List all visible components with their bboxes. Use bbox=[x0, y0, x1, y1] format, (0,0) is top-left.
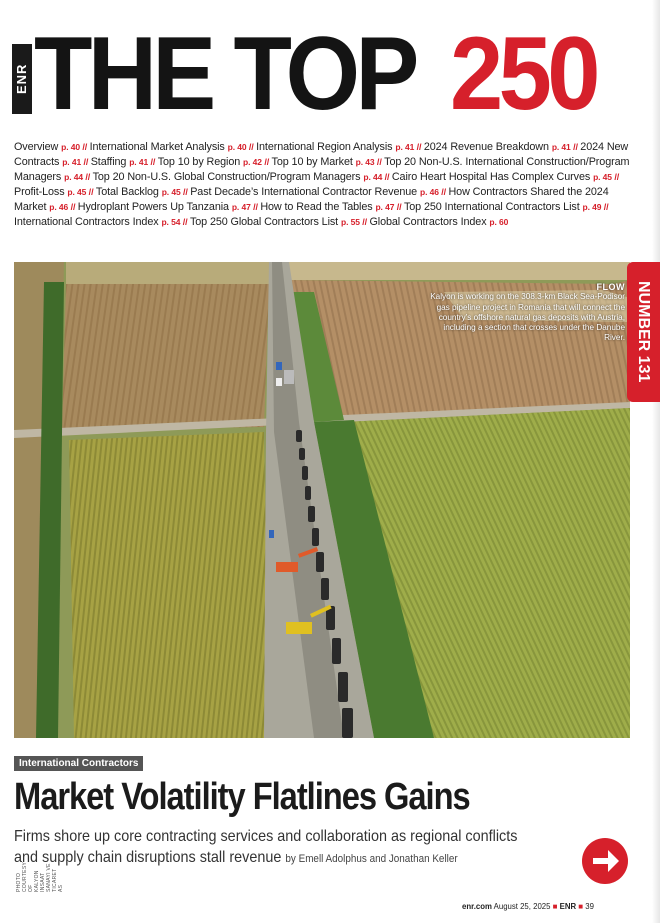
toc-item-page: p. 43 bbox=[355, 156, 375, 167]
page-footer bbox=[462, 902, 594, 911]
toc-separator: // bbox=[261, 156, 272, 167]
toc-item-label: Overview bbox=[14, 141, 62, 153]
toc-item-page: p. 42 bbox=[243, 156, 262, 167]
toc-separator: // bbox=[374, 156, 385, 167]
toc-item-label: International Market Analysis bbox=[89, 141, 228, 153]
toc-separator: // bbox=[438, 186, 449, 197]
toc-separator: // bbox=[601, 201, 609, 212]
footer-page-number: 39 bbox=[585, 902, 594, 911]
toc-separator: // bbox=[79, 142, 90, 152]
table-of-contents bbox=[14, 140, 634, 229]
issue-number-tab bbox=[627, 262, 660, 402]
toc-item-page: p. 47 bbox=[375, 201, 395, 212]
toc-item-label: 2024 Revenue Breakdown bbox=[423, 141, 552, 153]
toc-separator: // bbox=[359, 216, 370, 227]
toc-separator: // bbox=[148, 156, 158, 167]
continue-arrow-button[interactable] bbox=[582, 838, 628, 884]
toc-separator: // bbox=[611, 171, 620, 182]
dek-text: Firms shore up core contracting services and collaboration as regional conflicts and supply chain disruptions stall revenue bbox=[14, 828, 518, 866]
toc-separator: // bbox=[180, 216, 190, 227]
footer-brand: ENR bbox=[559, 902, 577, 911]
toc-separator: // bbox=[250, 201, 261, 212]
toc-item-label: Global Contractors Index bbox=[369, 215, 490, 228]
toc-item-label: International Region Analysis bbox=[256, 141, 396, 153]
issue-number-label: NUMBER 131 bbox=[635, 281, 652, 383]
footer-dot-1: ■ bbox=[552, 902, 558, 911]
toc-item-page: p. 60 bbox=[489, 216, 509, 227]
toc-item-page: p. 55 bbox=[340, 216, 360, 227]
toc-separator: // bbox=[246, 142, 257, 152]
toc-item-label: Profit-Loss bbox=[14, 185, 68, 198]
toc-item-label: Top 20 Non-U.S. Global Construction/Program Managers bbox=[92, 170, 364, 183]
toc-separator: // bbox=[570, 142, 581, 152]
masthead-title-red: 250 bbox=[450, 16, 596, 132]
toc-item-page: p. 40 bbox=[61, 142, 80, 152]
toc-item-label: International Contractors Index bbox=[14, 215, 162, 228]
toc-item-label: How Contractors Shared the 2024 Market bbox=[14, 185, 609, 213]
toc-separator: // bbox=[382, 171, 392, 182]
toc-item-label: Cairo Heart Hospital Has Complex Curves bbox=[391, 170, 594, 183]
toc-separator: // bbox=[68, 201, 78, 212]
page-edge-shadow bbox=[652, 0, 660, 923]
arrow-right-icon bbox=[582, 838, 628, 884]
section-label: International Contractors bbox=[14, 756, 143, 771]
toc-item-label: Top 250 Global Contractors List bbox=[189, 215, 341, 228]
toc-item-label: How to Read the Tables bbox=[260, 200, 376, 213]
toc-separator: // bbox=[414, 142, 424, 152]
toc-item-page: p. 47 bbox=[231, 201, 251, 212]
toc-item-label: Top 20 Non-U.S. International Construction/Program Managers bbox=[14, 155, 630, 183]
toc-separator: // bbox=[81, 156, 91, 167]
toc-item-page: p. 46 bbox=[419, 186, 439, 197]
toc-item-page: p. 46 bbox=[49, 201, 69, 212]
footer-date: August 25, 2025 bbox=[493, 902, 551, 911]
toc-item-page: p. 40 bbox=[227, 142, 247, 152]
footer-site: enr.com bbox=[462, 902, 492, 911]
toc-item-label: 2024 New Contracts bbox=[14, 141, 629, 168]
photo-caption-body: Kalyon is working on the 308.3-km Black Sea-Podisor gas pipeline project in Romania that will connect the country’s offshore natural gas deposits with Austria, including a section that crosses under the Danube River. bbox=[430, 292, 625, 343]
toc-separator: // bbox=[86, 186, 96, 197]
toc-separator: // bbox=[394, 201, 404, 212]
toc-item-page: p. 54 bbox=[161, 216, 181, 227]
toc-item-page: p. 41 bbox=[551, 142, 571, 152]
toc-item-page: p. 45 bbox=[161, 186, 181, 197]
toc-item-page: p. 44 bbox=[64, 171, 83, 182]
photo-caption-title: FLOW bbox=[596, 282, 625, 292]
toc-separator: // bbox=[83, 171, 93, 182]
toc-item-label: Hydroplant Powers Up Tanzania bbox=[77, 200, 232, 213]
toc-item-page: p. 41 bbox=[129, 156, 149, 167]
article-headline: Market Volatility Flatlines Gains bbox=[14, 776, 470, 818]
toc-item-label: Top 10 by Market bbox=[271, 155, 356, 168]
toc-item-page: p. 45 bbox=[593, 171, 612, 182]
toc-item-page: p. 44 bbox=[363, 171, 383, 182]
toc-separator: // bbox=[180, 186, 191, 197]
footer-dot-2: ■ bbox=[578, 902, 584, 911]
toc-item-label: Staffing bbox=[90, 155, 130, 168]
enr-logo-vertical: ENR bbox=[12, 44, 32, 114]
article-dek bbox=[14, 826, 518, 870]
photo-caption bbox=[300, 282, 625, 344]
toc-item-label: Total Backlog bbox=[95, 185, 162, 198]
toc-item-label: Top 250 International Contractors List bbox=[403, 200, 583, 213]
toc-item-page: p. 49 bbox=[582, 201, 602, 212]
toc-item-page: p. 41 bbox=[395, 142, 415, 152]
byline: by Emell Adolphus and Jonathan Keller bbox=[285, 853, 458, 865]
photo-credit: PHOTO COURTESY OF KALYON INSAAT SANAYI VE TICARET AS bbox=[16, 862, 64, 892]
toc-item-label: Past Decade’s International Contractor Revenue bbox=[190, 185, 420, 198]
toc-item-label: Top 10 by Region bbox=[157, 155, 244, 168]
masthead bbox=[12, 16, 648, 132]
masthead-title-black: THE TOP bbox=[34, 16, 415, 132]
toc-item-page: p. 41 bbox=[62, 156, 82, 167]
toc-item-page: p. 45 bbox=[67, 186, 87, 197]
